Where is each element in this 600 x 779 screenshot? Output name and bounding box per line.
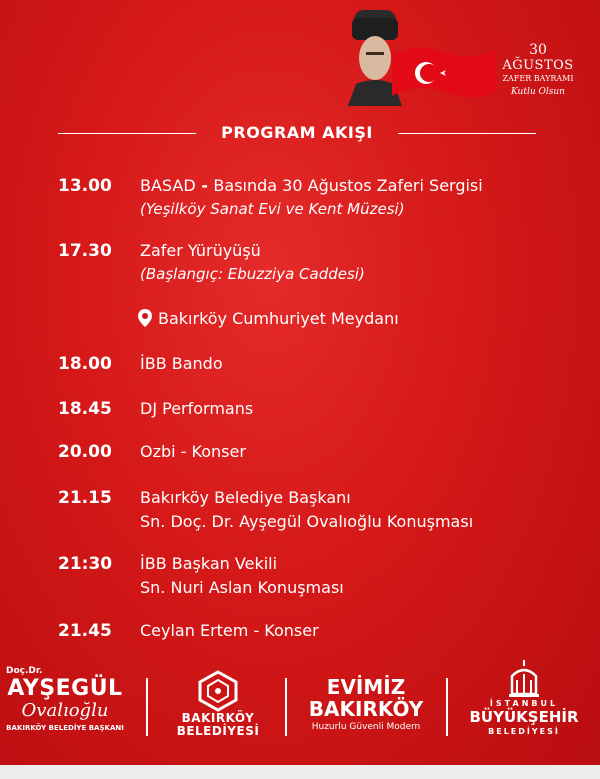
ibb-emblem-icon (507, 658, 541, 698)
bottom-band (0, 765, 600, 779)
ibb-line3: BELEDİYESİ (488, 727, 560, 736)
schedule-text: Ozbi - Konser (140, 442, 246, 461)
schedule-time: 21:30 (58, 554, 113, 574)
schedule-time: 18.45 (58, 399, 112, 419)
program-title-row (58, 122, 536, 144)
schedule-text-line2: Sn. Nuri Aslan Konuşması (140, 578, 344, 597)
schedule-sub: (Başlangıç: Ebuzziya Caddesi) (140, 265, 365, 283)
schedule-text: Zafer Yürüyüşü (140, 241, 261, 260)
schedule-text: İBB Başkan Vekili (140, 554, 278, 573)
location-text: Bakırköy Cumhuriyet Meydanı (158, 309, 399, 328)
schedule-time: 17.30 (58, 241, 112, 261)
bakirkoy-municipality-logo (162, 670, 274, 738)
slogan-line1: EVİMİZ (326, 675, 406, 699)
footer-separator (285, 678, 287, 736)
schedule-sub: (Yeşilköy Sanat Evi ve Kent Müzesi) (140, 200, 405, 218)
anniversary-event: ZAFER BAYRAMI (502, 74, 574, 83)
mayor-prefix: Doç.Dr. (6, 666, 43, 676)
schedule-text: Bakırköy Belediye Başkanı (140, 488, 351, 507)
mayor-logo (4, 666, 126, 735)
footer-separator (146, 678, 148, 736)
slogan-line2: BAKIRKÖY (308, 697, 424, 721)
ibb-logo (458, 658, 590, 737)
mayor-surname: Ovalıoğlu (21, 700, 109, 721)
schedule-time: 21.15 (58, 488, 112, 508)
page-title: PROGRAM AKIŞI (221, 123, 373, 142)
anniversary-badge (496, 42, 580, 100)
slogan-tagline: Huzurlu Güvenli Modern (311, 722, 421, 732)
municipality-line2: BELEDİYESİ (176, 724, 260, 738)
schedule-org: BASAD (140, 176, 196, 195)
schedule-time: 21.45 (58, 621, 112, 641)
mayor-name: AYŞEGÜL (7, 676, 123, 701)
schedule-time: 13.00 (58, 176, 112, 196)
schedule-text: Ceylan Ertem - Konser (140, 621, 319, 640)
ibb-line1: İSTANBUL (489, 699, 559, 708)
turkish-flag-icon (392, 40, 496, 104)
anniversary-greeting: Kutlu Olsun (511, 87, 565, 97)
footer-separator (446, 678, 448, 736)
schedule-dash: - (195, 176, 214, 195)
schedule-rest: Basında 30 Ağustos Zaferi Sergisi (213, 176, 483, 195)
schedule-time: 20.00 (58, 442, 112, 462)
mayor-role: BAKIRKÖY BELEDİYE BAŞKANI (6, 724, 124, 732)
schedule-text (140, 175, 483, 197)
schedule-time: 18.00 (58, 354, 112, 374)
anniversary-month: AĞUSTOS (502, 58, 574, 73)
ibb-line2: BÜYÜKŞEHİR (469, 708, 579, 726)
slogan-logo (296, 676, 436, 734)
schedule-location (138, 308, 399, 330)
anniversary-number: 30 (529, 42, 547, 58)
schedule-text: DJ Performans (140, 399, 254, 418)
schedule-text: İBB Bando (140, 354, 223, 373)
location-pin-icon (138, 309, 152, 327)
schedule-text-line2: Sn. Doç. Dr. Ayşegül Ovalıoğlu Konuşması (140, 512, 474, 531)
footer-logos (0, 650, 600, 760)
bakirkoy-emblem-icon (196, 670, 240, 712)
municipality-line1: BAKIRKÖY (181, 711, 255, 725)
title-divider-right (398, 133, 536, 134)
